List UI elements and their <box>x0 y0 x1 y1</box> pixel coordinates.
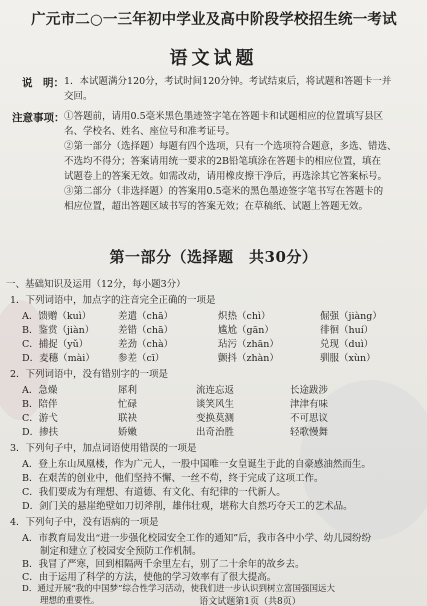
part-one-heading: 一、基础知识及运用（12分，每小题3分） <box>6 279 186 290</box>
option-cell: 流连忘返 <box>196 385 235 396</box>
notes-line: 交回。 <box>64 91 93 102</box>
subject-title: 语文试题 <box>169 48 258 69</box>
option-cell: 不可思议 <box>290 413 329 424</box>
option-line: 制定和建立了校园安全预防工作机制。 <box>40 546 202 557</box>
notes-line: 1．本试题满分120分，考试时间120分钟。考试结束后，将试题和答题卡一并 <box>64 76 392 87</box>
question-stem: 4．下列句子中，没有语病的一项是 <box>10 517 159 528</box>
option-cell: 联袂 <box>118 413 138 424</box>
option-cell: 忙碌 <box>118 399 138 410</box>
option-cell: 玷污（zhān） <box>218 339 279 350</box>
attention-line: ②第一部分（选择题）每题有四个选项，只有一个选项符合题意，多选、错选、 <box>64 141 397 152</box>
option-line: 理想的重要性。 <box>40 596 100 606</box>
option-cell: 变换莫测 <box>196 413 235 424</box>
option-cell: 炽热（chì） <box>218 311 271 322</box>
option-cell: B．陪伴 <box>22 399 58 410</box>
notes-label: 说 明： <box>22 77 64 89</box>
option-line: D．剑门关的悬崖绝壁如刀切斧削，雄伟壮观，堪称大自然巧夺天工的艺术品。 <box>22 501 353 512</box>
page-footer: 语文试题第1页（共8页） <box>199 597 301 606</box>
question-stem: 1．下列词语中，加点字的注音完全正确的一项是 <box>10 295 216 306</box>
attention-line: 名、学校名、姓名、座位号和准考证号。 <box>64 126 236 137</box>
option-cell: 轻歌慢舞 <box>290 427 329 438</box>
option-line: B．我冒了严寒，回到相隔两千余里左右，别了二十余年的故乡去。 <box>22 559 305 570</box>
option-cell: 尴尬（gān） <box>218 325 274 336</box>
option-line: D．通过开展“我的中国梦”综合性学习活动，使我们进一步认识到树立富国强国远大 <box>22 584 336 594</box>
option-cell: D．麦穗（mài） <box>22 353 95 364</box>
option-cell: C．捕捉（yǔ） <box>22 339 89 350</box>
option-cell: 颤抖（zhàn） <box>218 353 279 364</box>
option-cell: 差错（chā） <box>118 325 174 336</box>
option-cell: 娇嫩 <box>118 427 138 438</box>
option-line: A．登上东山凤凰楼，作为广元人，一股中国唯一女皇诞生于此的自豪感油然而生。 <box>22 459 371 470</box>
option-line: C．我们要成为有理想、有道德、有文化、有纪律的一代新人。 <box>22 487 286 498</box>
attention-line: 不选均不得分；答案请用统一要求的2B铅笔填涂在答题卡的相应位置，填在 <box>64 156 382 167</box>
option-cell: A．馈赠（kuì） <box>22 311 92 322</box>
option-cell: 倔强（jiàng） <box>320 311 382 322</box>
attention-line: 试题卷上的答案无效。如需改动，请用橡皮擦干净后，再选涂其它答案标号。 <box>64 171 388 182</box>
exam-title: 广元市二○一三年初中学业及高中阶段学校招生统一考试 <box>31 11 397 28</box>
option-line: A．市教育局发出“进一步强化校园安全工作的通知”后，我市各中小学、幼儿园纷纷 <box>22 533 372 544</box>
option-line: C．由于运用了科学的方法，使他的学习效率有了很大提高。 <box>22 572 277 583</box>
option-cell: 津津有味 <box>290 399 329 410</box>
attention-line: ①答题前，请用0.5毫米黑色墨迹签字笔在答题卡和试题相应的位置填写县区 <box>64 111 384 122</box>
attention-label: 注意事项： <box>12 112 65 124</box>
option-cell: 出奇治胜 <box>196 427 235 438</box>
option-cell: 参差（cī） <box>118 353 165 364</box>
option-cell: C．游弋 <box>22 413 58 424</box>
option-cell: 谈笑风生 <box>196 399 235 410</box>
option-cell: 驯服（xùn） <box>320 353 376 364</box>
option-cell: A．急燥 <box>22 385 58 396</box>
option-cell: 犀利 <box>118 385 138 396</box>
question-stem: 3．下列句子中，加点词语使用错误的一项是 <box>10 443 197 454</box>
option-cell: 差劲（chà） <box>118 339 174 350</box>
attention-line: ③第二部分（非选择题）的答案用0.5毫米的黑色墨迹签字笔书写在答题卡的 <box>64 186 384 197</box>
question-stem: 2．下列词语中，没有错别字的一项是 <box>10 369 169 380</box>
attention-line: 相应位置，超出答题区域书写的答案无效；在草稿纸、试题上答题无效。 <box>64 201 369 212</box>
option-cell: 差遣（chā） <box>118 311 174 322</box>
option-cell: D．掺扶 <box>22 427 59 438</box>
option-cell: 徘徊（huí） <box>320 325 374 336</box>
option-cell: 兑现（duì） <box>320 339 374 350</box>
option-cell: B．鉴赏（jiàn） <box>22 325 95 336</box>
option-line: B．在艰苦的创业中，他们坚持不懈、一丝不苟，终于完成了这项工作。 <box>22 473 324 484</box>
option-cell: 长途跋涉 <box>290 385 329 396</box>
section-one-heading: 第一部分（选择题 共30分） <box>109 248 318 266</box>
